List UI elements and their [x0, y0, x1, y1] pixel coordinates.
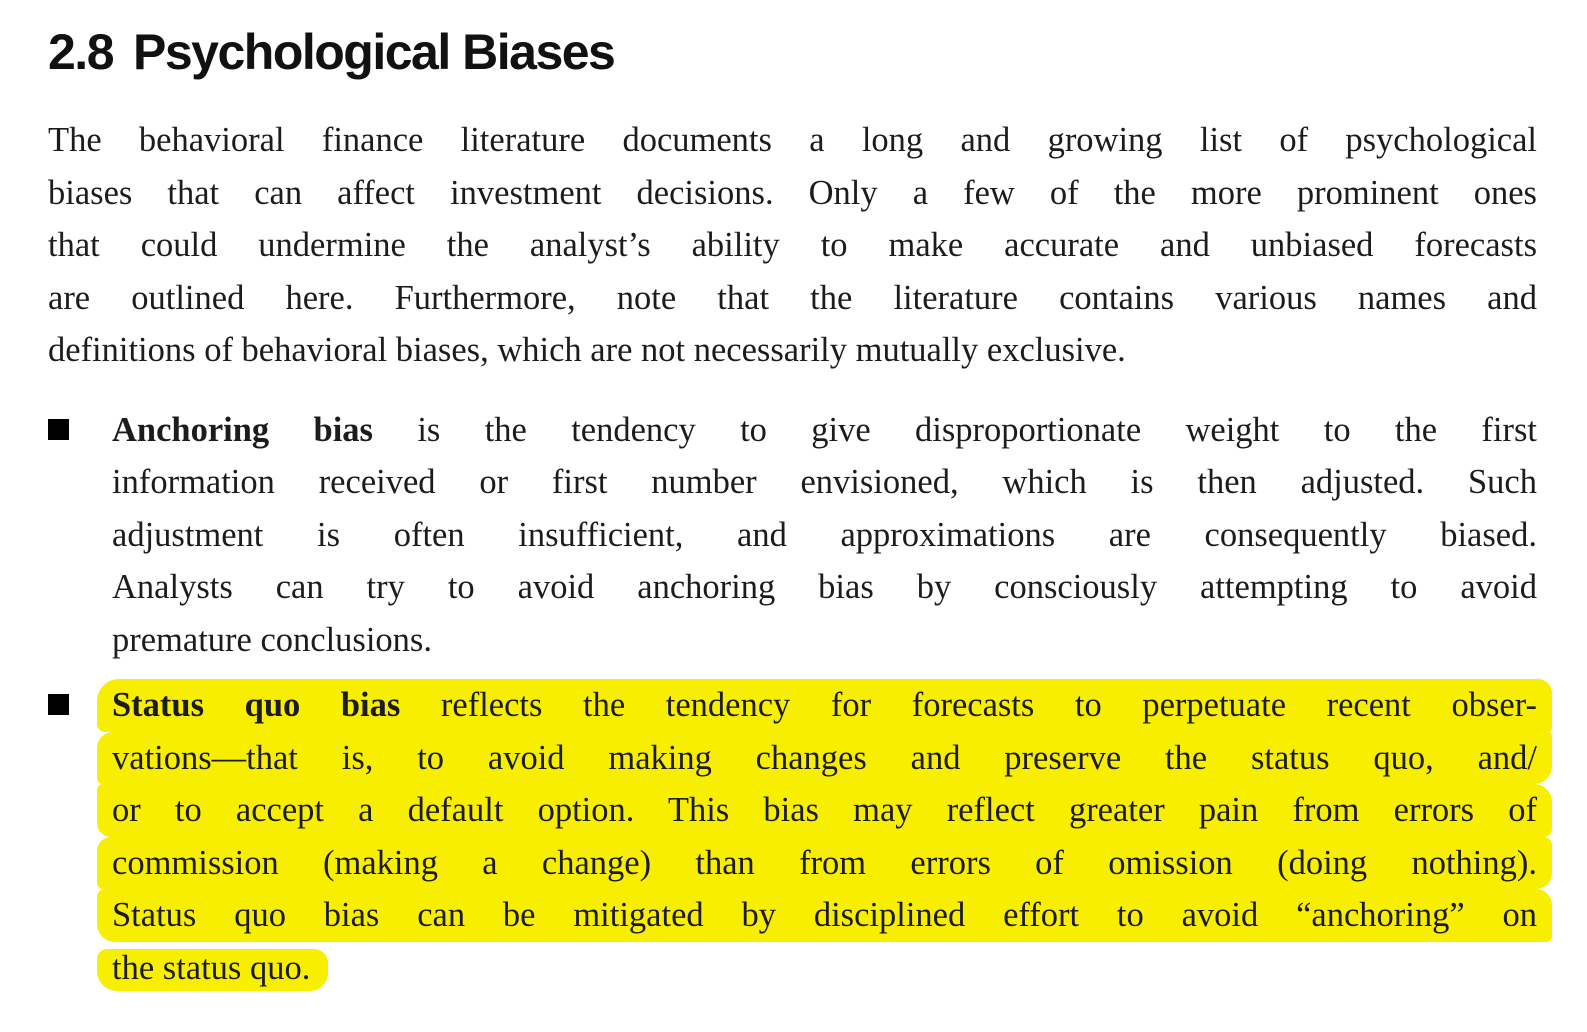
intro-paragraph [48, 114, 1537, 377]
text-line: information received or first number envisioned, which is then adjusted. Such [112, 463, 1537, 501]
bias-term: Status quo bias [112, 686, 401, 724]
section-number: 2.8 [48, 24, 114, 80]
bullet-marker-column [48, 404, 112, 440]
intro-line: biases that can affect investment decisions. Only a few of the more prominent ones [48, 173, 1537, 212]
highlighted-text-line: Status quo bias can be mitigated by disciplined effort to avoid “anchoring” on [97, 889, 1552, 942]
text-line [112, 404, 1537, 457]
bias-term: Anchoring bias [112, 410, 373, 449]
text-line: adjustment is often insufficient, and approximations are consequently biased. [112, 515, 1537, 554]
highlighted-text-line [97, 679, 1552, 732]
square-bullet-icon [48, 419, 69, 440]
bias-bullet-list [48, 404, 1537, 995]
text-line: premature conclusions. [112, 620, 432, 659]
anchoring-bias-text [112, 404, 1537, 667]
intro-line: that could undermine the analyst’s ability to make accurate and unbiased forecasts [48, 226, 1537, 264]
intro-line: definitions of behavioral biases, which are not necessarily mutually exclusive. [48, 331, 1126, 369]
section-title: Psychological Biases [133, 24, 615, 80]
square-bullet-icon [48, 694, 69, 715]
highlighted-text-line: vations—that is, to avoid making changes and preserve the status quo, and/ [97, 732, 1552, 785]
bullet-item-status-quo-bias [48, 679, 1537, 994]
status-quo-bias-text [112, 679, 1537, 994]
highlighted-text: the status quo. [97, 949, 328, 991]
highlighted-text-line: commission (making a change) than from errors of omission (doing nothing). [97, 837, 1552, 890]
text-line-rest: reflects the tendency for forecasts to perpetuate recent obser- [400, 686, 1537, 724]
intro-line: The behavioral finance literature documents a long and growing list of psychological [48, 121, 1537, 159]
bullet-item-anchoring-bias [48, 404, 1537, 667]
highlighted-text-line: or to accept a default option. This bias may reflect greater pain from errors of [97, 784, 1552, 837]
section-heading [48, 20, 1537, 84]
highlighted-text-line [112, 942, 1537, 995]
intro-line: are outlined here. Furthermore, note that the literature contains various names and [48, 278, 1537, 317]
text-line: Analysts can try to avoid anchoring bias by consciously attempting to avoid [112, 568, 1537, 606]
text-line-rest: is the tendency to give disproportionate weight to the first [373, 410, 1537, 449]
